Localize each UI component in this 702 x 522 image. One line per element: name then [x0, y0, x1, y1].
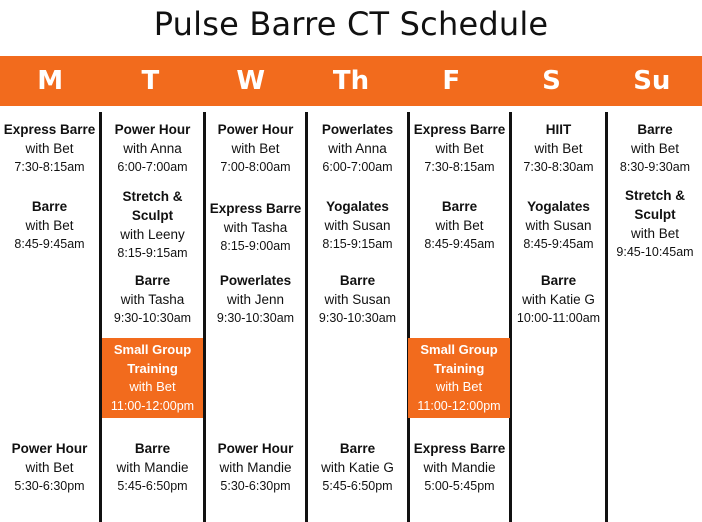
class-instructor: with Tasha [223, 220, 288, 235]
class-instructor: with Susan [324, 218, 391, 233]
class-time: 11:00-12:00pm [417, 398, 501, 413]
class-block-sat-3 [512, 271, 605, 327]
day-header-sat: S [542, 66, 561, 96]
class-time: 9:30-10:30am [216, 311, 295, 325]
class-name: Barre [134, 273, 171, 288]
class-instructor: with Susan [525, 218, 592, 233]
class-block-fri-2 [410, 197, 509, 253]
class-time: 8:45-9:45am [424, 237, 495, 251]
class-time: 7:00-8:00am [220, 160, 291, 174]
class-name: Barre [339, 273, 376, 288]
class-name: Power Hour [217, 441, 294, 456]
class-time: 5:00-5:45pm [424, 479, 495, 493]
class-name: Barre [339, 441, 376, 456]
day-header-fri: F [442, 66, 461, 96]
day-header-wed: W [236, 66, 266, 96]
class-name: Yogalates [527, 199, 590, 214]
day-header-bar [0, 56, 702, 106]
class-time: 9:45-10:45am [616, 245, 694, 259]
class-block-mon-3 [0, 439, 99, 495]
class-block-thu-2 [308, 197, 407, 253]
class-instructor: with Katie G [321, 460, 394, 475]
class-time: 5:45-6:50pm [322, 479, 393, 493]
class-block-tue-small-group [102, 338, 203, 418]
class-time: 5:30-6:30pm [14, 479, 85, 493]
class-block-fri-small-group [408, 338, 510, 418]
class-time: 5:45-6:50pm [117, 479, 188, 493]
class-block-mon-1 [0, 120, 99, 176]
class-time: 8:45-9:45am [523, 237, 594, 251]
class-time: 7:30-8:15am [14, 160, 85, 174]
page-title: Pulse Barre CT Schedule [153, 5, 549, 43]
class-time: 7:30-8:30am [523, 160, 594, 174]
class-block-sun-1 [608, 120, 702, 176]
class-instructor: with Bet [25, 141, 74, 156]
class-block-thu-3 [308, 271, 407, 327]
class-name: Barre [637, 122, 673, 137]
class-name: Power Hour [114, 122, 191, 137]
class-name: Stretch & Sculpt [122, 189, 183, 223]
class-instructor: with Bet [25, 218, 74, 233]
class-name: Barre [31, 199, 68, 214]
class-time: 8:15-9:15am [322, 237, 393, 251]
class-instructor: with Bet [435, 218, 484, 233]
class-time: 8:45-9:45am [14, 237, 85, 251]
class-instructor: with Anna [328, 141, 387, 156]
class-block-tue-3 [102, 271, 203, 327]
class-block-wed-1 [206, 120, 305, 176]
class-instructor: with Jenn [226, 292, 285, 307]
class-instructor: with Mandie [423, 460, 496, 475]
class-block-tue-1 [102, 120, 203, 176]
class-time: 11:00-12:00pm [110, 398, 195, 413]
class-instructor: with Susan [324, 292, 391, 307]
class-time: 6:00-7:00am [322, 160, 393, 174]
class-instructor: with Tasha [120, 292, 185, 307]
class-name: Small Group Training [113, 342, 192, 376]
class-block-wed-2 [206, 199, 305, 255]
class-time: 8:15-9:15am [117, 246, 188, 260]
class-time: 8:30-9:30am [619, 160, 691, 174]
class-instructor: with Bet [231, 141, 280, 156]
class-block-tue-2 [102, 187, 203, 262]
class-name: Small Group Training [420, 342, 498, 376]
class-block-wed-4 [206, 439, 305, 495]
class-name: Power Hour [11, 441, 88, 456]
class-instructor: with Mandie [219, 460, 292, 475]
class-block-sat-2 [512, 197, 605, 253]
class-name: Express Barre [413, 441, 506, 456]
class-instructor: with Bet [630, 226, 680, 241]
class-block-sat-1 [512, 120, 605, 176]
class-name: Express Barre [209, 201, 302, 216]
class-time: 10:00-11:00am [516, 311, 601, 325]
class-block-mon-2 [0, 197, 99, 253]
day-header-thu: Th [332, 66, 370, 96]
class-instructor: with Anna [123, 141, 182, 156]
class-name: Powerlates [219, 273, 292, 288]
class-name: Stretch & Sculpt [624, 188, 685, 222]
class-instructor: with Bet [630, 141, 680, 156]
class-time: 9:30-10:30am [318, 311, 397, 325]
class-instructor: with Bet [129, 379, 176, 394]
class-block-fri-1 [410, 120, 509, 176]
class-time: 6:00-7:00am [117, 160, 188, 174]
class-name: Barre [134, 441, 171, 456]
class-time: 5:30-6:30pm [220, 479, 291, 493]
class-name: Powerlates [321, 122, 394, 137]
class-name: Barre [540, 273, 577, 288]
day-header-sun: Su [633, 66, 671, 96]
class-block-wed-3 [206, 271, 305, 327]
class-name: Express Barre [3, 122, 96, 137]
class-name: Barre [441, 199, 478, 214]
class-time: 9:30-10:30am [113, 311, 192, 325]
class-instructor: with Bet [25, 460, 74, 475]
class-instructor: with Leeny [120, 227, 185, 242]
class-instructor: with Katie G [522, 292, 595, 307]
class-name: Express Barre [413, 122, 506, 137]
class-instructor: with Bet [435, 141, 484, 156]
class-time: 7:30-8:15am [424, 160, 495, 174]
class-name: Power Hour [217, 122, 294, 137]
class-block-thu-1 [308, 120, 407, 176]
class-instructor: with Bet [435, 379, 483, 394]
class-block-tue-5 [102, 439, 203, 495]
class-name: HIIT [545, 122, 572, 137]
class-name: Yogalates [326, 199, 389, 214]
class-instructor: with Bet [534, 141, 583, 156]
class-block-fri-4 [410, 439, 509, 495]
class-time: 8:15-9:00am [220, 239, 291, 253]
class-block-sun-2 [608, 186, 702, 261]
day-header-mon: M [37, 66, 64, 96]
day-header-tue: T [141, 66, 160, 96]
class-block-thu-4 [308, 439, 407, 495]
class-instructor: with Mandie [116, 460, 189, 475]
